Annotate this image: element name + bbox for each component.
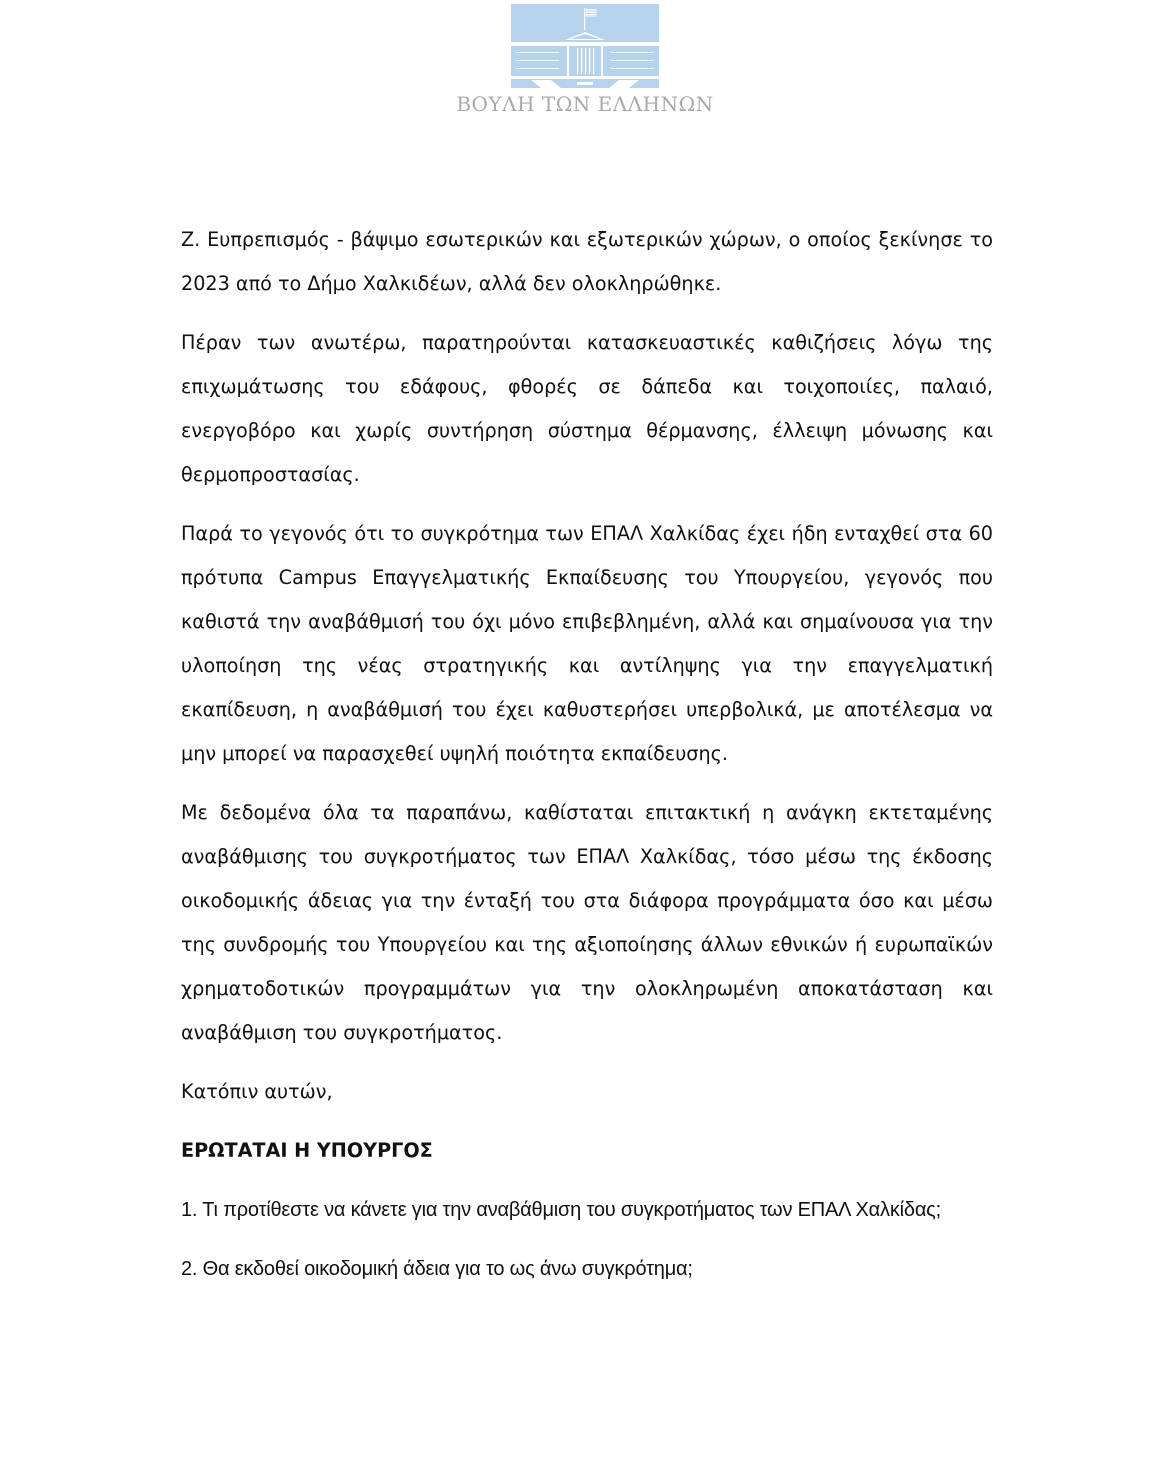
questions-heading: ΕΡΩΤΑΤΑΙ Η ΥΠΟΥΡΓΟΣ [181, 1139, 433, 1162]
paragraph-campus-status: Παρά το γεγονός ότι το συγκρότημα των ΕΠΑΛ Χαλκίδας έχει ήδη ενταχθεί στα 60 πρότυπα Campus Επαγγελματικής Εκπαίδευσης του Υπουργείου, γεγονός που καθιστά την αναβάθμισή του όχι μόνο επιβεβλημένη, αλλά και σημαίνουσα για την υλοποίηση της νέας στρατηγικής και αντίληψης για την επαγγελματική εκαπίδευση, η αναβάθμισή του έχει καθυστερήσει υπερβολικά, με αποτέλεσμα να μην μπορεί να παρασχεθεί υψηλή ποιότητα εκπαίδευσης. [181, 522, 993, 765]
letterhead [0, 0, 1170, 125]
question-item: 1. Τι προτίθεστε να κάνετε για την αναβάθμιση του συγκροτήματος των ΕΠΑΛ Χαλκίδας; [181, 1199, 941, 1221]
paragraph-closing: Κατόπιν αυτών, [181, 1080, 333, 1103]
paragraph-structural-issues: Πέραν των ανωτέρω, παρατηρούνται κατασκευαστικές καθιζήσεις λόγω της επιχωμάτωσης του εδάφους, φθορές σε δάπεδα και τοιχοποιίες, παλαιό, ενεργοβόρο και χωρίς συντήρηση σύστημα θέρμανσης, έλλειψη μόνωσης και θερμοπροστασίας. [181, 331, 993, 486]
question-item: 2. Θα εκδοθεί οικοδομική άδεια για το ως άνω συγκρότημα; [181, 1258, 693, 1280]
paragraph-painting: Ζ. Ευπρεπισμός - βάψιμο εσωτερικών και εξωτερικών χώρων, ο οποίος ξεκίνησε το 2023 από το Δήμο Χαλκιδέων, αλλά δεν ολοκληρώθηκε. [181, 228, 993, 295]
organization-name: ΒΟΥΛΗ ΤΩΝ ΕΛΛΗΝΩΝ [456, 92, 714, 116]
paragraph-necessity: Με δεδομένα όλα τα παραπάνω, καθίσταται επιτακτική η ανάγκη εκτεταμένης αναβάθμισης του συγκροτήματος των ΕΠΑΛ Χαλκίδας, τόσο μέσω της έκδοσης οικοδομικής άδειας για την ένταξή του στα διάφορα προγράμματα όσο και μέσω της συνδρομής του Υπουργείου και της αξιοποίησης άλλων εθνικών ή ευρωπαϊκών χρηματοδοτικών προγραμμάτων για την ολοκληρωμένη αποκατάσταση και αναβάθμιση του συγκροτήματος. [181, 801, 993, 1044]
parliament-building-logo-icon [511, 4, 659, 88]
document-body [181, 218, 993, 1306]
